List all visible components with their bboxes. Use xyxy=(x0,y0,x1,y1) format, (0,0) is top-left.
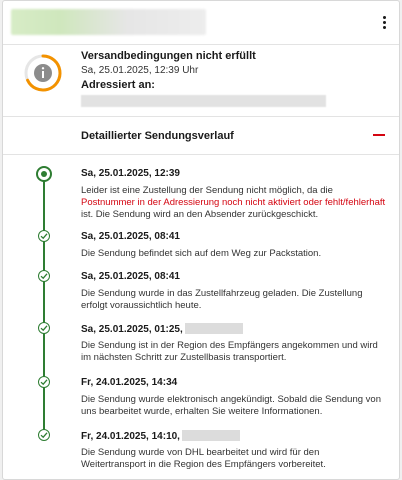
event-date: Sa, 25.01.2025, 08:41 xyxy=(81,231,180,242)
redacted-shipment-title xyxy=(11,9,206,35)
timeline-event xyxy=(81,377,386,418)
status-title: Versandbedingungen nicht erfüllt xyxy=(81,50,256,62)
timeline-current-icon xyxy=(36,166,52,182)
event-date: Fr, 24.01.2025, 14:34 xyxy=(81,377,178,388)
check-icon xyxy=(38,270,50,282)
redacted-address xyxy=(81,95,326,107)
redacted-location xyxy=(182,430,240,441)
event-text: Die Sendung ist in der Region des Empfängers angekommen und wird im nächsten Schritt zur Zustellbasis transportiert. xyxy=(81,340,378,363)
timeline-line xyxy=(43,173,45,435)
timeline-event xyxy=(81,168,386,221)
history-toggle[interactable] xyxy=(3,117,399,155)
timeline-event xyxy=(81,323,386,364)
history-title: Detaillierter Sendungsverlauf xyxy=(81,130,234,142)
info-icon xyxy=(23,53,63,93)
event-date-row xyxy=(81,430,386,442)
check-icon xyxy=(38,429,50,441)
event-text: Die Sendung wurde elektronisch angekündigt. Sobald die Sendung von uns bearbeitet wurde, erhalten Sie weitere Informationen. xyxy=(81,394,381,417)
event-date: Sa, 25.01.2025, 08:41 xyxy=(81,271,180,282)
kebab-icon[interactable] xyxy=(381,16,387,32)
status-datetime: Sa, 25.01.2025, 12:39 Uhr xyxy=(81,65,199,76)
event-date-row xyxy=(81,323,386,335)
event-date: Sa, 25.01.2025, 12:39 xyxy=(81,168,180,179)
card-header xyxy=(3,1,399,45)
event-date: Sa, 25.01.2025, 01:25, xyxy=(81,324,183,335)
redacted-location xyxy=(185,323,243,334)
address-label: Adressiert an: xyxy=(81,79,155,91)
minus-icon[interactable] xyxy=(373,134,385,136)
status-section xyxy=(3,45,399,117)
event-date: Fr, 24.01.2025, 14:10, xyxy=(81,431,180,442)
event-highlight: Postnummer in der Adressierung noch nicht aktiviert oder fehlt/fehlerhaft xyxy=(81,197,386,208)
check-icon xyxy=(38,376,50,388)
check-icon xyxy=(38,322,50,334)
timeline-event xyxy=(81,430,386,471)
event-text: Leider ist eine Zustellung der Sendung nicht möglich, da die Postnummer in der Adressierung noch nicht aktiviert oder fehlt/fehlerhaft ist. Die Sendung wird an den Absender zurückgeschickt. xyxy=(81,185,386,220)
event-text: Die Sendung wurde in das Zustellfahrzeug geladen. Die Zustellung erfolgt voraussichtlich heute. xyxy=(81,288,363,311)
event-text: Die Sendung wurde von DHL bearbeitet und wird für den Weitertransport in die Region des Empfängers vorbereitet. xyxy=(81,447,326,470)
shipment-card xyxy=(2,0,400,480)
event-text: Die Sendung befindet sich auf dem Weg zur Packstation. xyxy=(81,248,322,259)
timeline-event xyxy=(81,271,386,312)
timeline-event xyxy=(81,231,386,260)
check-icon xyxy=(38,230,50,242)
